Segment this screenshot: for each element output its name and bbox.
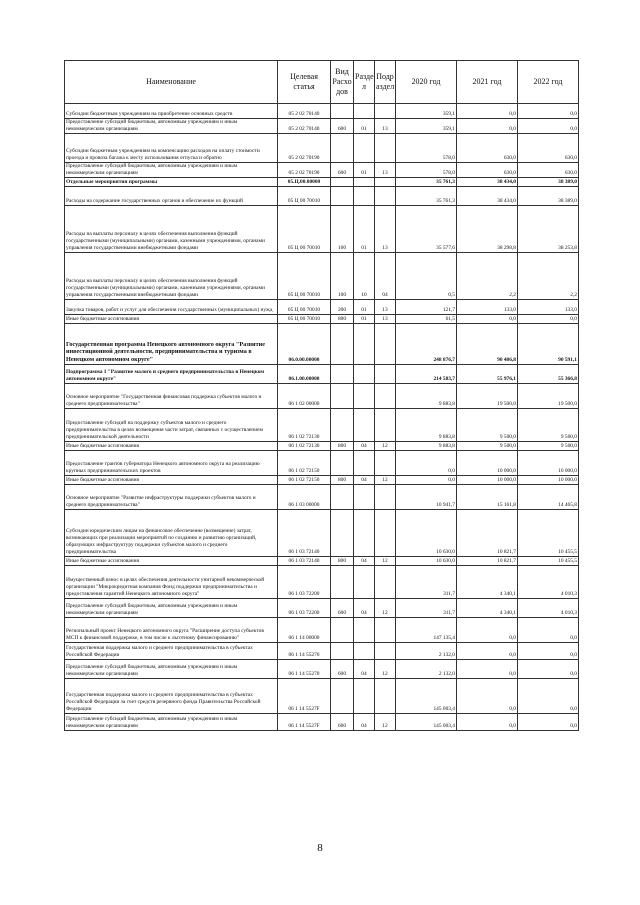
row-section-cell [354, 324, 375, 365]
row-name-cell: Предоставление субсидий бюджетным, автономным учреждениям и иным некоммерческим организациям [65, 599, 278, 618]
row-2022-cell: 0,0 [518, 119, 579, 134]
row-section-cell [354, 485, 375, 510]
row-exp-type-cell [331, 451, 354, 476]
row-section-cell: 10 [354, 253, 375, 300]
row-name-cell: Региональный проект Ненецкого автономного округа "Расширение доступа субъектов МСП к финансовой поддержке, в том числе к льготному финансированию" [65, 618, 278, 643]
row-2021-cell: 0,0 [457, 119, 518, 134]
row-2021-cell: 0,0 [457, 714, 518, 731]
table-row [65, 442, 579, 451]
row-subsection-cell [375, 178, 396, 187]
row-subsection-cell: 13 [375, 163, 396, 178]
col-header-2022: 2022 год [518, 61, 579, 104]
row-section-cell: 04 [354, 660, 375, 679]
row-name-cell: Расходы на выплаты персоналу в целях обеспечения выполнения функций государственными (муниципальными) органами, казенными учреждениями, органами управления государственными внебюджетными фондами [65, 253, 278, 300]
row-2021-cell: 630,0 [457, 163, 518, 178]
table-row [65, 618, 579, 643]
row-subsection-cell: 12 [375, 476, 396, 485]
row-code-cell: 06 1 03 72140 [278, 557, 331, 566]
row-code-cell: 05 2 02 70190 [278, 163, 331, 178]
table-row [65, 643, 579, 660]
table-row [65, 324, 579, 365]
row-section-cell [354, 643, 375, 660]
row-section-cell [354, 451, 375, 476]
row-subsection-cell [375, 679, 396, 714]
row-2022-cell: 0,0 [518, 714, 579, 731]
row-exp-type-cell: 800 [331, 442, 354, 451]
table-row [65, 485, 579, 510]
col-header-name: Наименование [65, 61, 278, 104]
row-name-cell: Подпрограмма 1 "Развитие малого и среднего предпринимательства в Ненецком автономном округе" [65, 365, 278, 384]
row-2021-cell: 90 486,8 [457, 324, 518, 365]
row-exp-type-cell [331, 324, 354, 365]
row-exp-type-cell: 100 [331, 206, 354, 253]
col-header-2021: 2021 год [457, 61, 518, 104]
row-name-cell: Предоставление субсидий бюджетным, автономным учреждениям и иным некоммерческим организациям [65, 714, 278, 731]
row-2021-cell: 630,0 [457, 134, 518, 163]
row-subsection-cell: 12 [375, 714, 396, 731]
row-exp-type-cell: 600 [331, 714, 354, 731]
row-2022-cell: 630,0 [518, 134, 579, 163]
row-2021-cell: 4 340,1 [457, 566, 518, 599]
row-code-cell: 06 1 03 72140 [278, 510, 331, 557]
row-2020-cell: 10 630,0 [396, 557, 457, 566]
row-section-cell: 04 [354, 599, 375, 618]
row-exp-type-cell: 600 [331, 660, 354, 679]
row-exp-type-cell [331, 485, 354, 510]
row-2022-cell: 2,2 [518, 253, 579, 300]
row-subsection-cell [375, 384, 396, 409]
row-2022-cell: 19 500,0 [518, 384, 579, 409]
row-2021-cell: 19 500,0 [457, 384, 518, 409]
row-2021-cell: 2,2 [457, 253, 518, 300]
row-2020-cell: 578,0 [396, 163, 457, 178]
row-section-cell [354, 409, 375, 442]
row-exp-type-cell [331, 510, 354, 557]
row-exp-type-cell [331, 384, 354, 409]
row-2022-cell: 38 253,8 [518, 206, 579, 253]
row-name-cell: Закупка товаров, работ и услуг для обеспечения государственных (муниципальных) нужд [65, 300, 278, 315]
row-name-cell: Предоставление субсидий бюджетным, автономным учреждениям и иным некоммерческим организациям [65, 163, 278, 178]
table-header-row [65, 61, 579, 104]
row-section-cell [354, 679, 375, 714]
row-name-cell: Основное мероприятие "Государственная финансовая поддержка субъектов малого и среднего предпринимательства" [65, 384, 278, 409]
row-exp-type-cell [331, 365, 354, 384]
table-row [65, 566, 579, 599]
row-section-cell: 01 [354, 163, 375, 178]
row-2020-cell: 35 761,3 [396, 178, 457, 187]
page-number: 8 [317, 842, 323, 854]
row-2020-cell: 359,1 [396, 119, 457, 134]
row-section-cell: 01 [354, 119, 375, 134]
row-exp-type-cell: 600 [331, 163, 354, 178]
row-2021-cell: 0,0 [457, 315, 518, 324]
row-name-cell: Государственная программа Ненецкого автономного округа "Развитие инвестиционной деятельности, предпринимательства и туризма в Ненецком автономном округе" [65, 324, 278, 365]
row-code-cell: 06 1 02 72150 [278, 451, 331, 476]
row-section-cell [354, 365, 375, 384]
row-2021-cell: 0,0 [457, 660, 518, 679]
row-name-cell: Предоставление субсидий бюджетным, автономным учреждениям и иным некоммерческим организациям [65, 660, 278, 679]
table-row [65, 119, 579, 134]
row-2022-cell: 38 389,0 [518, 187, 579, 206]
row-2022-cell: 9 500,0 [518, 442, 579, 451]
row-2021-cell: 0,0 [457, 104, 518, 119]
row-2020-cell: 9 883,8 [396, 409, 457, 442]
row-subsection-cell: 04 [375, 253, 396, 300]
row-name-cell: Иные бюджетные ассигнования [65, 476, 278, 485]
row-name-cell: Расходы на содержание государственных органов и обеспечение их функций [65, 187, 278, 206]
row-subsection-cell [375, 485, 396, 510]
row-code-cell: 05.Ц.00.00000 [278, 178, 331, 187]
row-2020-cell: 0,0 [396, 476, 457, 485]
table-row [65, 409, 579, 442]
row-exp-type-cell [331, 104, 354, 119]
row-exp-type-cell: 800 [331, 315, 354, 324]
row-2022-cell: 10 000,0 [518, 476, 579, 485]
row-exp-type-cell: 800 [331, 557, 354, 566]
row-2020-cell: 9 883,8 [396, 442, 457, 451]
row-code-cell: 06 1 14 5527F [278, 714, 331, 731]
col-header-target: Целевая статья [278, 61, 331, 104]
row-2022-cell: 10 455,5 [518, 510, 579, 557]
row-subsection-cell: 12 [375, 557, 396, 566]
row-code-cell: 05 Ц 00 70010 [278, 206, 331, 253]
row-name-cell: Отдельные мероприятия программы [65, 178, 278, 187]
row-name-cell: Имущественный взнос в целях обеспечения деятельности унитарной некоммерческой организации "Микрокредитная компания Фонд поддержки предпринимательства и предоставления гарантий Ненецкого автономного округа" [65, 566, 278, 599]
table-row [65, 104, 579, 119]
row-2022-cell: 14 465,8 [518, 485, 579, 510]
row-code-cell: 06.0.00.00000 [278, 324, 331, 365]
table-row [65, 365, 579, 384]
row-section-cell [354, 618, 375, 643]
row-2021-cell: 133,0 [457, 300, 518, 315]
row-subsection-cell: 13 [375, 119, 396, 134]
row-section-cell [354, 187, 375, 206]
row-exp-type-cell [331, 566, 354, 599]
row-2022-cell: 0,0 [518, 315, 579, 324]
row-code-cell: 06 1 14 5527F [278, 679, 331, 714]
row-2021-cell: 10 821,7 [457, 510, 518, 557]
row-code-cell: 06 1 02 72130 [278, 442, 331, 451]
row-2020-cell: 121,7 [396, 300, 457, 315]
budget-table-container [64, 60, 578, 731]
table-row [65, 300, 579, 315]
col-header-2020: 2020 год [396, 61, 457, 104]
row-exp-type-cell [331, 409, 354, 442]
row-code-cell: 06 1 03 72200 [278, 566, 331, 599]
row-section-cell [354, 566, 375, 599]
row-2021-cell: 38 298,8 [457, 206, 518, 253]
row-2020-cell: 10 941,7 [396, 485, 457, 510]
row-2021-cell: 9 500,0 [457, 409, 518, 442]
row-2020-cell: 35 577,6 [396, 206, 457, 253]
row-code-cell: 06 1 14 55270 [278, 643, 331, 660]
row-2021-cell: 10 821,7 [457, 557, 518, 566]
table-row [65, 206, 579, 253]
row-section-cell: 01 [354, 315, 375, 324]
row-exp-type-cell [331, 187, 354, 206]
row-2022-cell: 630,0 [518, 163, 579, 178]
row-name-cell: Иные бюджетные ассигнования [65, 442, 278, 451]
row-name-cell: Основное мероприятие "Развитие инфраструктуры поддержки субъектов малого и среднего предпринимательства" [65, 485, 278, 510]
row-subsection-cell [375, 104, 396, 119]
table-row [65, 163, 579, 178]
row-2020-cell: 61,5 [396, 315, 457, 324]
row-2021-cell: 38 434,0 [457, 178, 518, 187]
row-subsection-cell: 12 [375, 660, 396, 679]
row-subsection-cell [375, 618, 396, 643]
table-row [65, 476, 579, 485]
row-subsection-cell [375, 451, 396, 476]
row-2022-cell: 133,0 [518, 300, 579, 315]
row-exp-type-cell: 800 [331, 476, 354, 485]
row-subsection-cell [375, 187, 396, 206]
row-2021-cell: 55 976,1 [457, 365, 518, 384]
row-name-cell: Предоставление субсидий на поддержку субъектов малого и среднего предпринимательства в целях возмещения части затрат, связанных с осуществлением предпринимательской деятельности [65, 409, 278, 442]
table-row [65, 253, 579, 300]
col-header-section: Разде л [354, 61, 375, 104]
row-name-cell: Субсидии бюджетным учреждениям на компенсацию расходов на оплату стоимости проезда и провоза багажа к месту использования отпуска и обратно [65, 134, 278, 163]
row-2021-cell: 10 000,0 [457, 451, 518, 476]
row-name-cell: Иные бюджетные ассигнования [65, 315, 278, 324]
row-2022-cell: 90 591,1 [518, 324, 579, 365]
row-name-cell: Государственная поддержка малого и среднего предпринимательства в субъектах Российской Федерации [65, 643, 278, 660]
row-subsection-cell: 12 [375, 599, 396, 618]
row-name-cell: Расходы на выплаты персоналу в целях обеспечения выполнения функций государственными (муниципальными) органами, казенными учреждениями, органами управления государственными внебюджетными фондами [65, 206, 278, 253]
row-code-cell: 06 1 14 00000 [278, 618, 331, 643]
table-row [65, 510, 579, 557]
row-subsection-cell [375, 510, 396, 557]
row-section-cell: 01 [354, 300, 375, 315]
row-code-cell: 06 1 14 55270 [278, 660, 331, 679]
row-2020-cell: 35 761,3 [396, 187, 457, 206]
row-exp-type-cell [331, 134, 354, 163]
row-subsection-cell [375, 643, 396, 660]
row-2020-cell: 248 876,7 [396, 324, 457, 365]
row-code-cell: 05 2 02 70140 [278, 104, 331, 119]
table-row [65, 714, 579, 731]
row-code-cell: 05 Ц 00 70010 [278, 253, 331, 300]
row-2020-cell: 10 630,0 [396, 510, 457, 557]
row-subsection-cell: 12 [375, 442, 396, 451]
row-section-cell: 01 [354, 206, 375, 253]
row-exp-type-cell [331, 178, 354, 187]
row-2020-cell: 311,7 [396, 566, 457, 599]
row-2020-cell: 359,1 [396, 104, 457, 119]
row-2020-cell: 2 132,0 [396, 660, 457, 679]
row-subsection-cell: 13 [375, 206, 396, 253]
row-section-cell [354, 178, 375, 187]
row-section-cell [354, 134, 375, 163]
row-code-cell: 05 2 02 70140 [278, 119, 331, 134]
table-row [65, 178, 579, 187]
row-section-cell: 04 [354, 557, 375, 566]
row-subsection-cell: 13 [375, 300, 396, 315]
row-code-cell: 06.1.00.00000 [278, 365, 331, 384]
row-2022-cell: 0,0 [518, 679, 579, 714]
row-2020-cell: 2 132,0 [396, 643, 457, 660]
row-code-cell: 06 1 02 72150 [278, 476, 331, 485]
row-code-cell: 05 Ц 00 70010 [278, 300, 331, 315]
row-2020-cell: 578,0 [396, 134, 457, 163]
row-2022-cell: 0,0 [518, 104, 579, 119]
table-row [65, 134, 579, 163]
row-code-cell: 06 1 03 72200 [278, 599, 331, 618]
row-name-cell: Предоставление субсидий бюджетным, автономным учреждениям и иным некоммерческим организациям [65, 119, 278, 134]
row-exp-type-cell: 100 [331, 253, 354, 300]
row-2021-cell: 0,0 [457, 618, 518, 643]
row-exp-type-cell [331, 618, 354, 643]
row-section-cell [354, 104, 375, 119]
budget-table [64, 60, 579, 731]
row-subsection-cell [375, 324, 396, 365]
row-2021-cell: 15 161,8 [457, 485, 518, 510]
table-row [65, 451, 579, 476]
row-2020-cell: 0,5 [396, 253, 457, 300]
row-2021-cell: 0,0 [457, 679, 518, 714]
row-2022-cell: 0,0 [518, 643, 579, 660]
row-2022-cell: 9 500,0 [518, 409, 579, 442]
row-code-cell: 06 1 03 00000 [278, 485, 331, 510]
row-name-cell: Государственная поддержка малого и среднего предпринимательства в субъектах Российской Федерации за счет средств резервного фонда Правительства Российской Федерации [65, 679, 278, 714]
row-section-cell: 04 [354, 442, 375, 451]
row-subsection-cell [375, 134, 396, 163]
row-2020-cell: 145 003,4 [396, 679, 457, 714]
row-2020-cell: 311,7 [396, 599, 457, 618]
row-section-cell: 04 [354, 476, 375, 485]
row-2021-cell: 9 500,0 [457, 442, 518, 451]
row-2022-cell: 4 010,3 [518, 599, 579, 618]
row-section-cell [354, 510, 375, 557]
table-row [65, 599, 579, 618]
row-2020-cell: 147 135,4 [396, 618, 457, 643]
row-2022-cell: 55 366,8 [518, 365, 579, 384]
row-2021-cell: 10 000,0 [457, 476, 518, 485]
table-row [65, 557, 579, 566]
row-name-cell: Субсидии юридическим лицам на финансовое обеспечение (возмещение) затрат, возникающих при реализации мероприятий по созданию и развитию организаций, образующих инфраструктуру поддержки субъектов малого и среднего предпринимательства [65, 510, 278, 557]
row-code-cell: 05 Ц 00 70010 [278, 187, 331, 206]
row-2020-cell: 214 583,7 [396, 365, 457, 384]
table-row [65, 384, 579, 409]
row-subsection-cell [375, 409, 396, 442]
row-subsection-cell [375, 566, 396, 599]
col-header-exp-type: Вид Расхо дов [331, 61, 354, 104]
row-code-cell: 05 Ц 00 70010 [278, 315, 331, 324]
table-row [65, 679, 579, 714]
col-header-subsection: Подр аздел [375, 61, 396, 104]
row-2022-cell: 0,0 [518, 618, 579, 643]
row-2020-cell: 0,0 [396, 451, 457, 476]
row-subsection-cell: 13 [375, 315, 396, 324]
row-code-cell: 06 1 02 00000 [278, 384, 331, 409]
table-row [65, 315, 579, 324]
row-section-cell [354, 384, 375, 409]
row-exp-type-cell: 600 [331, 599, 354, 618]
row-code-cell: 06 1 02 72130 [278, 409, 331, 442]
row-section-cell: 04 [354, 714, 375, 731]
row-name-cell: Иные бюджетные ассигнования [65, 557, 278, 566]
row-2022-cell: 0,0 [518, 660, 579, 679]
row-2020-cell: 145 003,4 [396, 714, 457, 731]
row-name-cell: Предоставление грантов губернатора Ненецкого автономного округа на реализацию крупных предпринимательских проектов [65, 451, 278, 476]
row-2021-cell: 0,0 [457, 643, 518, 660]
row-2022-cell: 38 389,0 [518, 178, 579, 187]
row-exp-type-cell: 600 [331, 119, 354, 134]
row-exp-type-cell [331, 643, 354, 660]
table-row [65, 187, 579, 206]
row-code-cell: 05 2 02 70190 [278, 134, 331, 163]
row-2021-cell: 38 434,0 [457, 187, 518, 206]
row-subsection-cell [375, 365, 396, 384]
row-2022-cell: 4 010,3 [518, 566, 579, 599]
row-name-cell: Субсидии бюджетным учреждениям на приобретение основных средств [65, 104, 278, 119]
table-row [65, 660, 579, 679]
row-2022-cell: 10 000,0 [518, 451, 579, 476]
table-body [65, 104, 579, 731]
row-exp-type-cell [331, 679, 354, 714]
row-2022-cell: 10 455,5 [518, 557, 579, 566]
row-2021-cell: 4 340,1 [457, 599, 518, 618]
row-exp-type-cell: 200 [331, 300, 354, 315]
row-2020-cell: 9 883,8 [396, 384, 457, 409]
